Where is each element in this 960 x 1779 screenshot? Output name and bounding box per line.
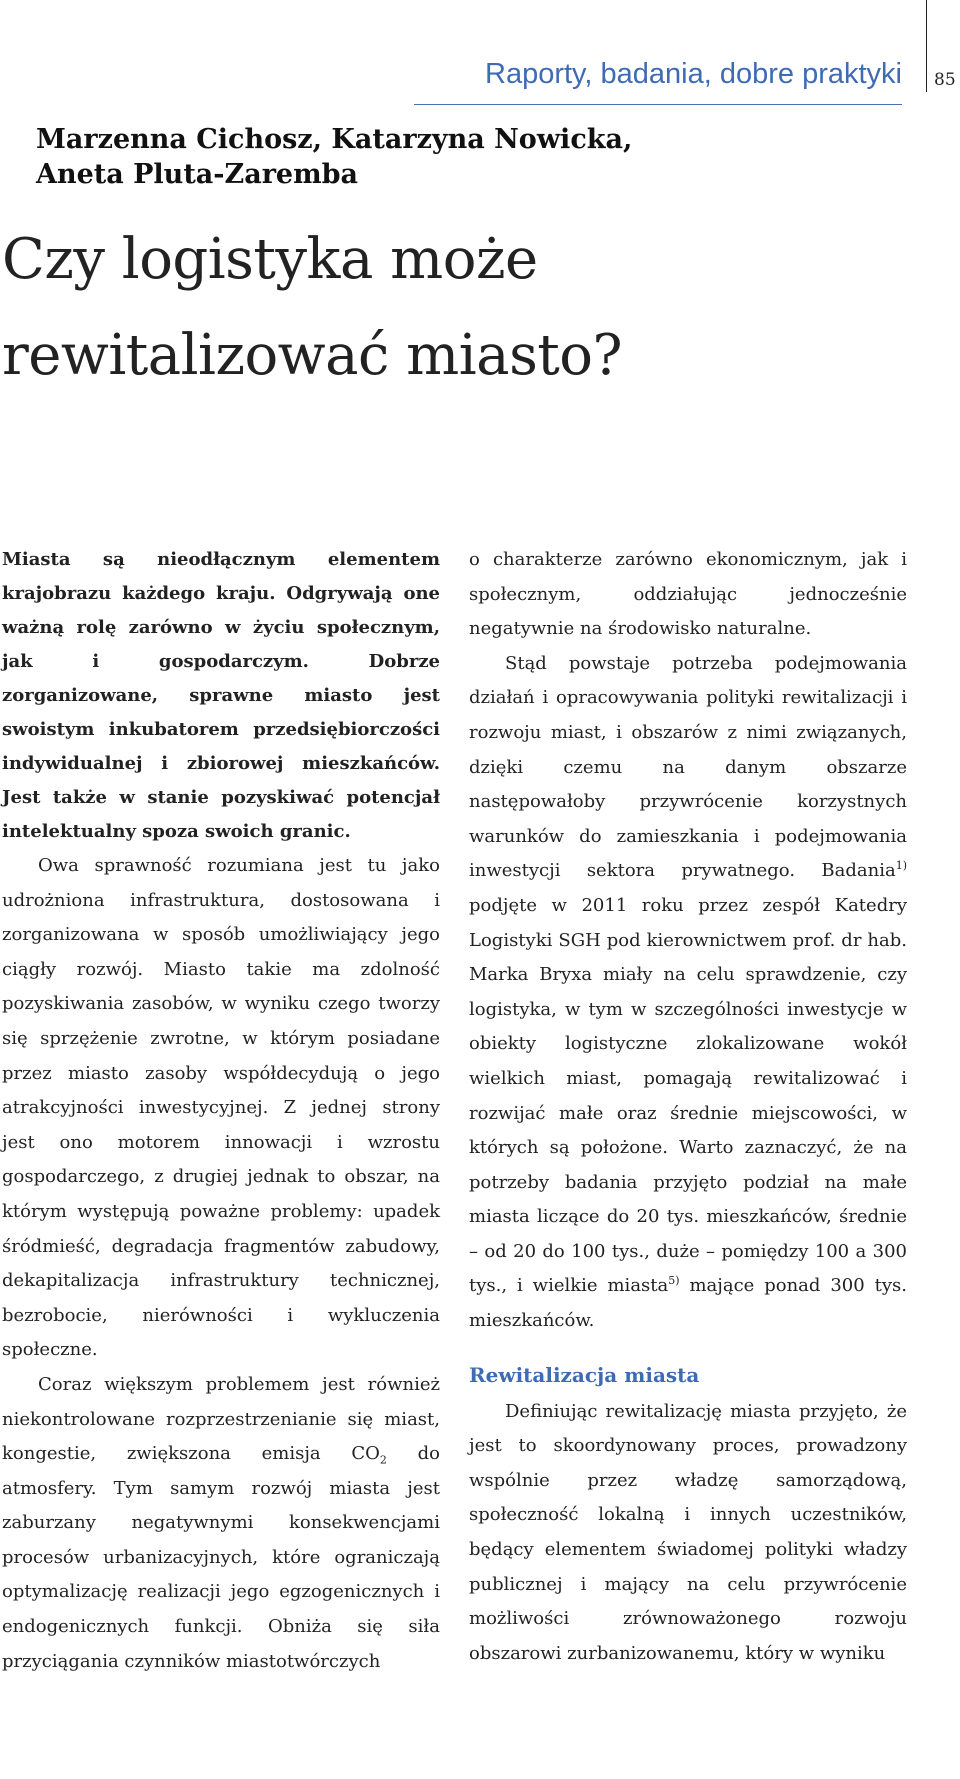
body-paragraph-3-text-c: mające ponad 300 tys. mieszkańców. [469,1275,907,1332]
left-column [2,543,440,1679]
right-column [469,543,907,1671]
body-paragraph-3-text-a: Stąd powstaje potrzeba podejmowania działań i opracowywania polityki rewitalizacji i rozwoju miast, i obszarów z nimi związanych, dzięki czemu na danym obszarze następowałoby przywrócenie korzystnych warunków do zamieszkania i podejmowania inwestycji sektora prywatnego. Badania [469,652,907,882]
continued-paragraph: o charakterze zarówno ekonomicznym, jak i społecznym, oddziałując jednocześnie negatywnie na środowisko naturalne. [469,549,907,640]
article-authors [36,122,632,192]
footnote-ref-5: 5) [668,1274,680,1288]
co2-subscript: 2 [379,1453,387,1467]
authors-line-2: Aneta Pluta-Zaremba [36,159,359,190]
section-subheading: Rewitalizacja miasta [469,1362,700,1387]
body-paragraph-2-text-b: do atmosfery. Tym samym rozwój miasta jest zaburzany negatywnymi konsekwencjami procesów urbanizacyjnych, które ograniczają optymalizację realizacji jego egzogenicznych i endogenicznych funkcji. Obniża się siła przyciągania czynników miastotwórczych [2,1443,440,1672]
body-paragraph-3-text-b: podjęte w 2011 roku przez zespół Katedry Logistyki SGH pod kierownictwem prof. dr hab. Marka Bryxa miały na celu sprawdzenie, czy logistyka, w tym w szczególności inwestycje w obiekty logistyczne zlokalizowane wokół wielkich miast, pomagają rewitalizować i rozwijać małe oraz średnie miejscowości, w których są położone. Warto zaznaczyć, że na potrzeby badania przyjęto podział na małe miasta liczące do 20 tys. mieszkańców, średnie – od 20 do 100 tys., duże – pomiędzy 100 a 300 tys., i wielkie miasta [469,894,907,1297]
article-title [2,212,622,404]
section-header: Raporty, badania, dobre praktyki [485,58,902,90]
lead-paragraph: Miasta są nieodłącznym elementem krajobrazu każdego kraju. Odgrywają one ważną rolę zarówno w życiu społecznym, jak i gospodarczym. Dobrze zorganizowane, sprawne miasto jest swoistym inkubatorem przedsiębiorczości indywidualnej i zbiorowej mieszkańców. Jest także w stanie pozyskiwać potencjał intelektualny spoza swoich granic. [2,549,440,842]
title-line-2: rewitalizować miasto? [2,323,623,388]
header-rule [414,104,902,105]
body-paragraph-4: Definiując rewitalizację miasta przyjęto, że jest to skoordynowany proces, prowadzony wspólnie przez władzę samorządową, społeczność lokalną i innych uczestników, będący elementem świadomej polityki władzy publicznej i mający na celu przywrócenie możliwości zrównoważonego rozwoju obszarowi zurbanizowanemu, który w wyniku [469,1400,907,1664]
footnote-ref-1: 1) [895,859,907,873]
page-edge-rule [926,0,927,92]
body-paragraph-3 [469,647,907,1339]
page-number: 85 [934,70,956,90]
authors-line-1: Marzenna Cichosz, Katarzyna Nowicka, [36,124,633,155]
body-paragraph-1: Owa sprawność rozumiana jest tu jako udrożniona infrastruktura, dostosowana i zorganizowana w sposób umożliwiający jego ciągły rozwój. Miasto takie ma zdolność pozyskiwania zasobów, w wyniku czego tworzy się sprzężenie zwrotne, w którym posiadane przez miasto zasoby współdecydują o jego atrakcyjności inwestycyjnej. Z jednej strony jest ono motorem innowacji i wzrostu gospodarczego, z drugiej jednak to obszar, na którym występują poważne problemy: upadek śródmieść, degradacja fragmentów zabudowy, dekapitalizacja infrastruktury technicznej, bezrobocie, nierówności i wykluczenia społeczne. [2,855,440,1361]
body-paragraph-2 [2,1368,440,1679]
body-paragraph-2-text-a: Coraz większym problemem jest również niekontrolowane rozprzestrzenianie się miast, kongestie, zwiększona emisja CO [2,1373,440,1465]
title-line-1: Czy logistyka może [2,227,538,292]
